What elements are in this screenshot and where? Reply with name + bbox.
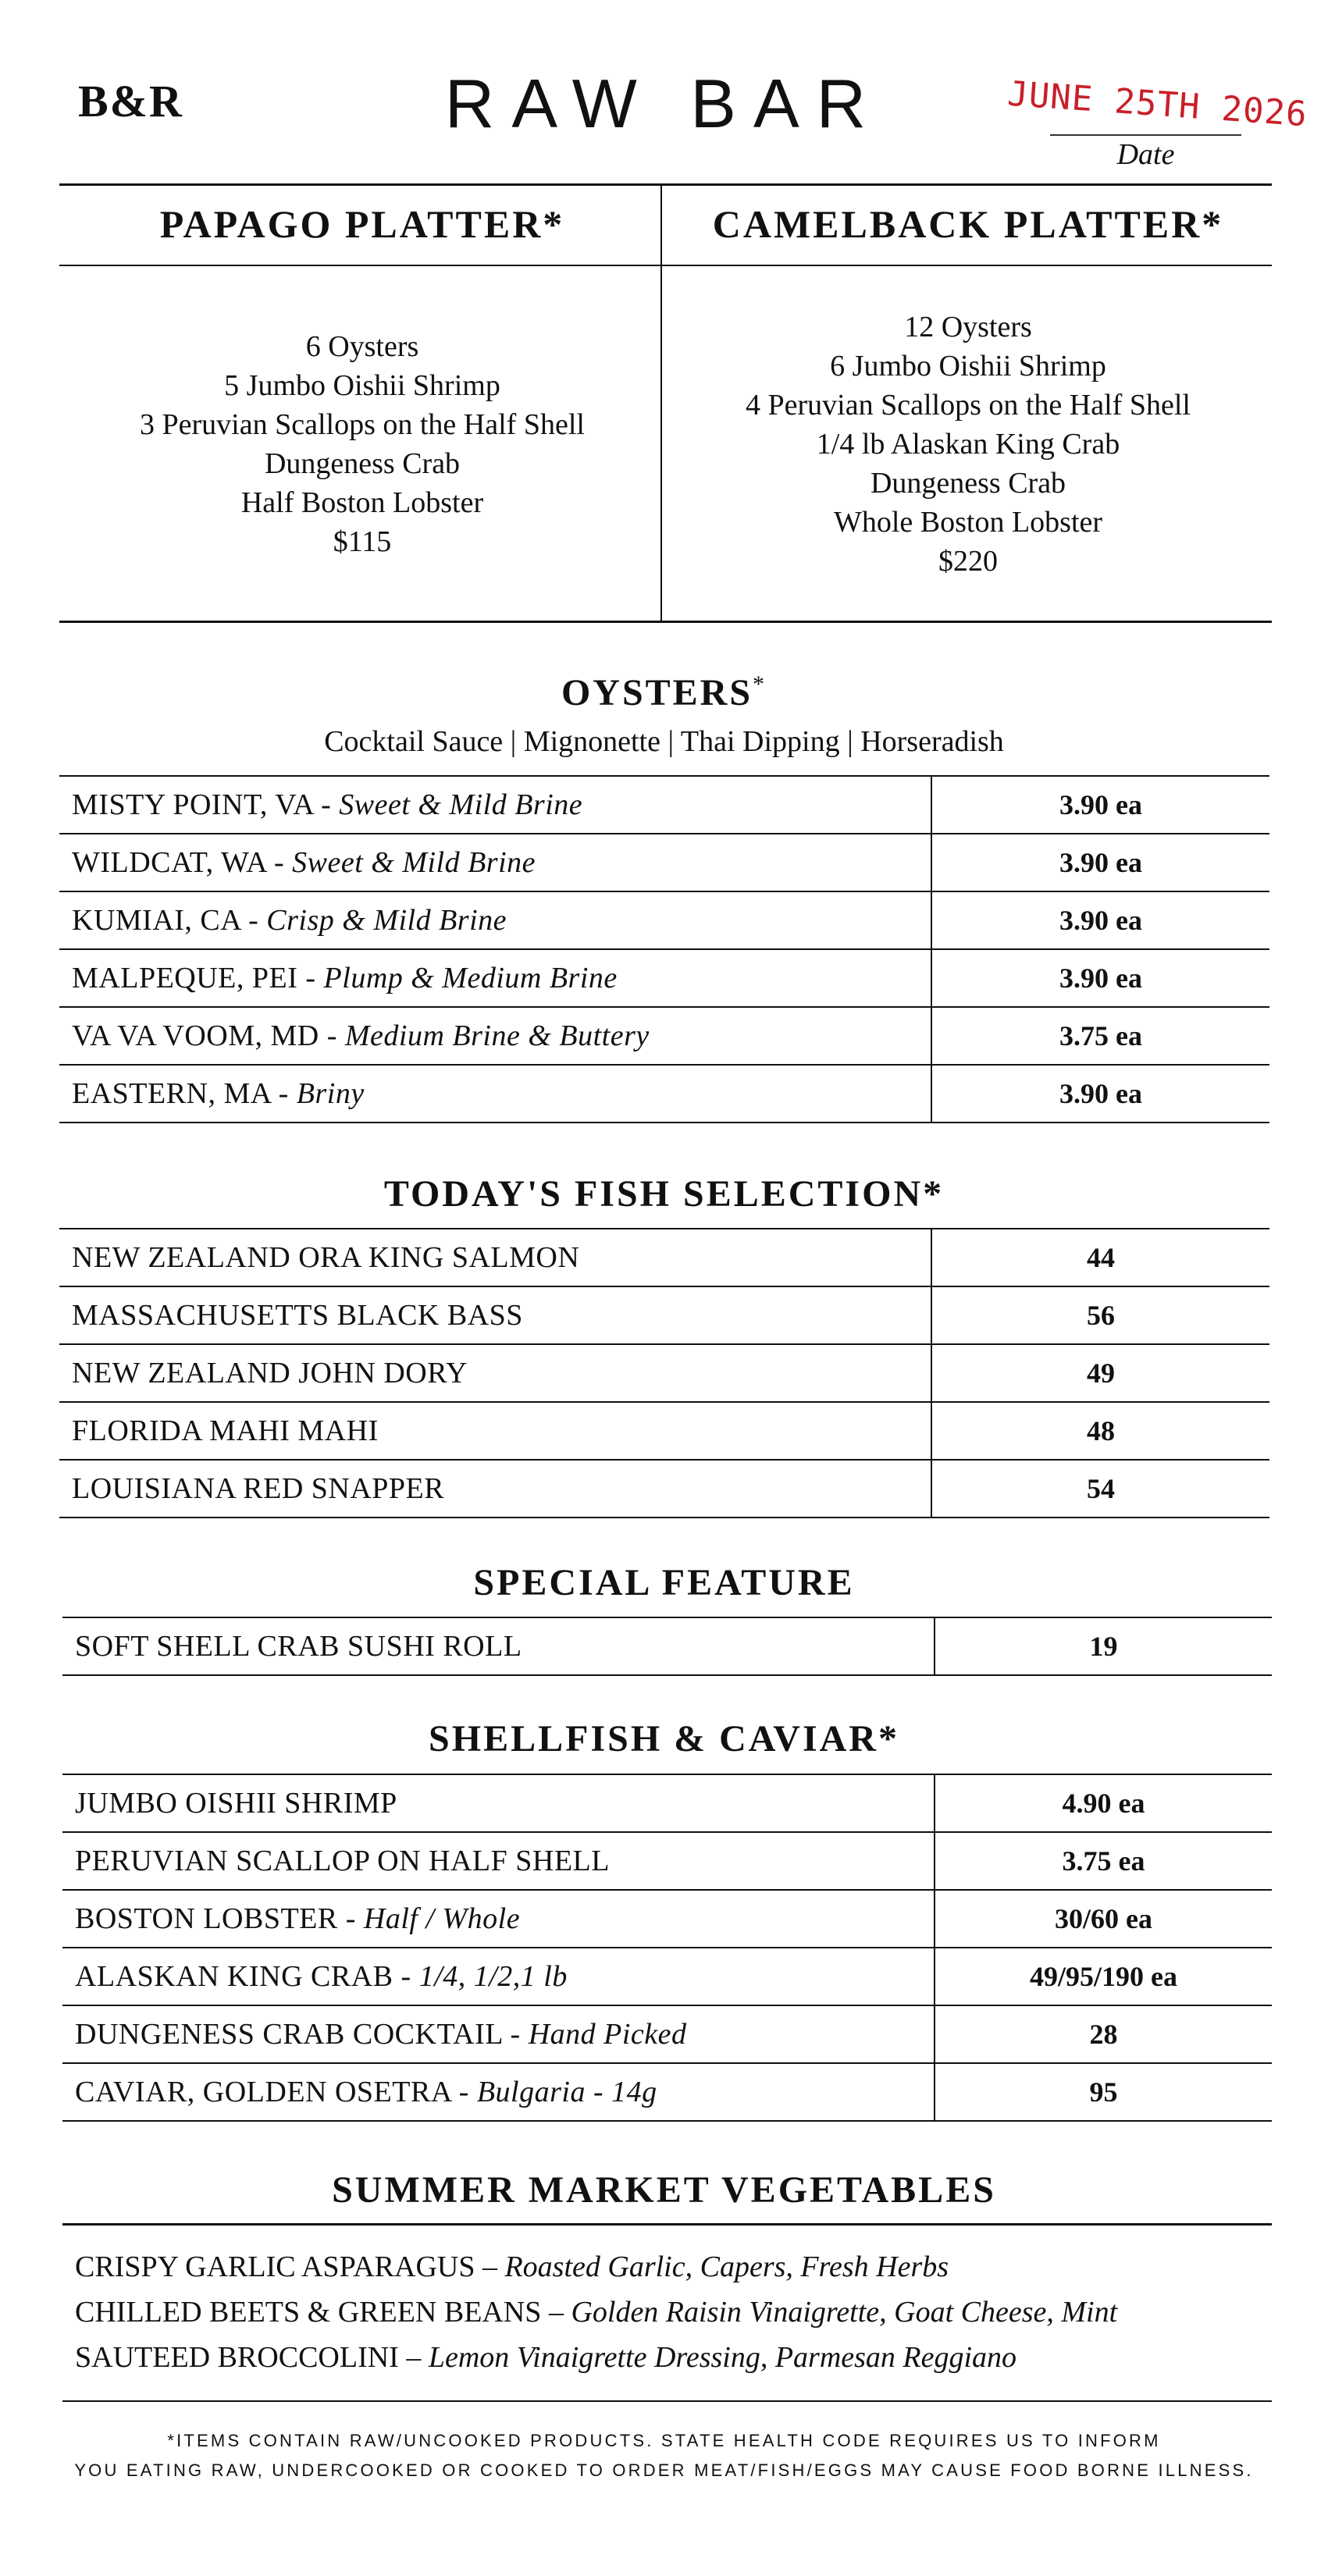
- item-description: Briny: [296, 1077, 365, 1110]
- fish-title: TODAY'S FISH SELECTION*: [383, 1173, 945, 1215]
- item-name: BOSTON LOBSTER -: [75, 1902, 364, 1935]
- oysters-table: [59, 775, 1269, 1123]
- menu-row: [59, 1460, 1269, 1517]
- platter-camelback: [665, 183, 1271, 622]
- item-name: JUMBO OISHII SHRIMP: [75, 1787, 397, 1820]
- date-label: Date: [1116, 138, 1175, 171]
- item-price: 3.75 ea: [935, 1832, 1272, 1890]
- item-name: FLORIDA MAHI MAHI: [72, 1414, 379, 1447]
- menu-item: [62, 1832, 935, 1890]
- menu-row: [62, 1890, 1272, 1948]
- oysters-title: [0, 671, 1328, 714]
- item-description: Medium Brine & Buttery: [344, 1019, 650, 1052]
- menu-item: [59, 1344, 931, 1402]
- menu-row: [59, 1007, 1269, 1065]
- menu-row: [62, 1774, 1272, 1832]
- item-price: 3.75 ea: [931, 1007, 1269, 1065]
- vegetable-description: Roasted Garlic, Capers, Fresh Herbs: [504, 2250, 949, 2283]
- vegetable-description: Lemon Vinaigrette Dressing, Parmesan Reggiano: [428, 2341, 1017, 2374]
- item-price: 48: [931, 1402, 1269, 1460]
- menu-row: [59, 1286, 1269, 1344]
- menu-row: [59, 1065, 1269, 1123]
- item-name: DUNGENESS CRAB COCKTAIL -: [75, 2018, 529, 2051]
- item-price: 19: [935, 1617, 1272, 1675]
- menu-item: [62, 1890, 935, 1948]
- item-name: MALPEQUE, PEI -: [72, 962, 324, 994]
- item-price: 3.90 ea: [931, 949, 1269, 1007]
- fish-table: [59, 1228, 1269, 1518]
- item-name: MASSACHUSETTS BLACK BASS: [72, 1299, 523, 1332]
- item-price: 44: [931, 1229, 1269, 1286]
- item-name: NEW ZEALAND ORA KING SALMON: [72, 1241, 580, 1274]
- item-price: 3.90 ea: [931, 834, 1269, 891]
- item-price: 49/95/190 ea: [935, 1948, 1272, 2005]
- platter-items: [59, 266, 665, 622]
- platter-item: Dungeness Crab: [264, 447, 461, 480]
- menu-item: [62, 1774, 935, 1832]
- menu-item: [62, 2005, 935, 2063]
- menu-item: [62, 1617, 935, 1675]
- item-name: NEW ZEALAND JOHN DORY: [72, 1357, 468, 1389]
- platter-items: [665, 266, 1271, 622]
- platter-section: [59, 183, 1272, 622]
- item-name: EASTERN, MA -: [72, 1077, 297, 1110]
- platter-papago: [59, 183, 665, 622]
- item-name: MISTY POINT, VA -: [72, 788, 340, 821]
- item-name: ALASKAN KING CRAB -: [75, 1960, 419, 1993]
- platter-item: Dungeness Crab: [870, 467, 1066, 500]
- menu-row: [62, 1948, 1272, 2005]
- menu-item: [59, 776, 931, 834]
- platter-title: PAPAGO PLATTER*: [159, 202, 565, 246]
- vegetable-separator: –: [475, 2250, 505, 2283]
- platter-item: $220: [938, 545, 998, 578]
- menu-item: [59, 1007, 931, 1065]
- menu-item: [59, 949, 931, 1007]
- footnote-line-1: *ITEMS CONTAIN RAW/UNCOOKED PRODUCTS. STATE HEALTH CODE REQUIRES US TO INFORM: [167, 2431, 1161, 2450]
- item-price: 28: [935, 2005, 1272, 2063]
- vegetable-separator: –: [398, 2341, 429, 2374]
- footnote-line-2: YOU EATING RAW, UNDERCOOKED OR COOKED TO ORDER MEAT/FISH/EGGS MAY CAUSE FOOD BORNE ILLNESS.: [74, 2460, 1254, 2480]
- vegetables-title: SUMMER MARKET VEGETABLES: [332, 2169, 996, 2211]
- vegetable-name: CHILLED BEETS & GREEN BEANS: [75, 2296, 542, 2329]
- platter-item: 5 Jumbo Oishii Shrimp: [224, 369, 500, 402]
- item-price: 54: [931, 1460, 1269, 1517]
- vegetable-separator: –: [541, 2296, 571, 2329]
- vegetable-item: [75, 2336, 1117, 2381]
- menu-row: [62, 1617, 1272, 1675]
- vegetable-description: Golden Raisin Vinaigrette, Goat Cheese, Mint: [571, 2296, 1118, 2329]
- special-title: SPECIAL FEATURE: [473, 1562, 855, 1603]
- item-price: 56: [931, 1286, 1269, 1344]
- menu-item: [59, 1229, 931, 1286]
- vegetables-top-rule: [62, 2223, 1272, 2226]
- item-description: Plump & Medium Brine: [323, 962, 618, 994]
- item-price: 49: [931, 1344, 1269, 1402]
- item-price: 95: [935, 2063, 1272, 2121]
- platter-item: 4 Peruvian Scallops on the Half Shell: [746, 389, 1191, 422]
- menu-row: [59, 1402, 1269, 1460]
- menu-row: [59, 891, 1269, 949]
- menu-row: [62, 2063, 1272, 2121]
- vegetable-name: SAUTEED BROCCOLINI: [75, 2341, 399, 2374]
- date-underline: [1050, 134, 1241, 136]
- menu-row: [59, 1344, 1269, 1402]
- menu-item: [59, 834, 931, 891]
- page-title: RAW BAR: [444, 65, 884, 142]
- vegetable-name: CRISPY GARLIC ASPARAGUS: [75, 2250, 475, 2283]
- oyster-sauces: Cocktail Sauce | Mignonette | Thai Dipping | Horseradish: [324, 725, 1004, 758]
- item-price: 30/60 ea: [935, 1890, 1272, 1948]
- item-name: PERUVIAN SCALLOP ON HALF SHELL: [75, 1845, 610, 1877]
- oysters-title-mark: *: [753, 671, 767, 697]
- item-name: CAVIAR, GOLDEN OSETRA -: [75, 2076, 477, 2108]
- platter-item: 12 Oysters: [904, 311, 1032, 343]
- platter-item: 6 Oysters: [305, 330, 419, 363]
- item-price: 3.90 ea: [931, 1065, 1269, 1123]
- vegetable-item: [75, 2245, 1117, 2290]
- shellfish-table: [62, 1774, 1272, 2122]
- item-price: 4.90 ea: [935, 1774, 1272, 1832]
- menu-row: [62, 2005, 1272, 2063]
- menu-item: [59, 891, 931, 949]
- item-description: Crisp & Mild Brine: [266, 904, 507, 937]
- vegetables-bottom-rule: [62, 2400, 1272, 2402]
- item-name: LOUISIANA RED SNAPPER: [72, 1472, 445, 1505]
- item-description: Sweet & Mild Brine: [292, 846, 536, 879]
- platter-item: 6 Jumbo Oishii Shrimp: [830, 350, 1106, 382]
- shellfish-title: SHELLFISH & CAVIAR*: [429, 1718, 899, 1759]
- item-description: Bulgaria - 14g: [476, 2076, 657, 2108]
- menu-item: [59, 1402, 931, 1460]
- item-description: Hand Picked: [528, 2018, 687, 2051]
- item-name: KUMIAI, CA -: [72, 904, 267, 937]
- item-description: Sweet & Mild Brine: [339, 788, 583, 821]
- item-name: SOFT SHELL CRAB SUSHI ROLL: [75, 1630, 522, 1663]
- menu-row: [59, 949, 1269, 1007]
- item-description: 1/4, 1/2,1 lb: [418, 1960, 568, 1993]
- item-name: VA VA VOOM, MD -: [72, 1019, 345, 1052]
- oysters-title-text: OYSTERS: [561, 672, 753, 713]
- menu-item: [59, 1065, 931, 1123]
- menu-row: [59, 776, 1269, 834]
- special-table: [62, 1617, 1272, 1676]
- menu-item: [62, 1948, 935, 2005]
- menu-item: [62, 2063, 935, 2121]
- platter-item: Whole Boston Lobster: [833, 506, 1103, 539]
- restaurant-logo: B&R: [78, 76, 183, 126]
- menu-item: [59, 1460, 931, 1517]
- item-price: 3.90 ea: [931, 776, 1269, 834]
- platter-item: $115: [333, 525, 392, 558]
- menu-row: [62, 1832, 1272, 1890]
- item-price: 3.90 ea: [931, 891, 1269, 949]
- platter-item: 3 Peruvian Scallops on the Half Shell: [140, 408, 585, 441]
- health-footnote: [0, 2426, 1328, 2485]
- platter-title: CAMELBACK PLATTER*: [712, 202, 1224, 246]
- menu-row: [59, 1229, 1269, 1286]
- item-description: Half / Whole: [363, 1902, 521, 1935]
- vegetables-list: [75, 2245, 1117, 2381]
- vegetable-item: [75, 2290, 1117, 2336]
- item-name: WILDCAT, WA -: [72, 846, 293, 879]
- menu-item: [59, 1286, 931, 1344]
- platter-item: 1/4 lb Alaskan King Crab: [816, 428, 1120, 461]
- platter-item: Half Boston Lobster: [240, 486, 484, 519]
- date-stamp: JUNE 25TH 2026: [1006, 73, 1309, 135]
- menu-row: [59, 834, 1269, 891]
